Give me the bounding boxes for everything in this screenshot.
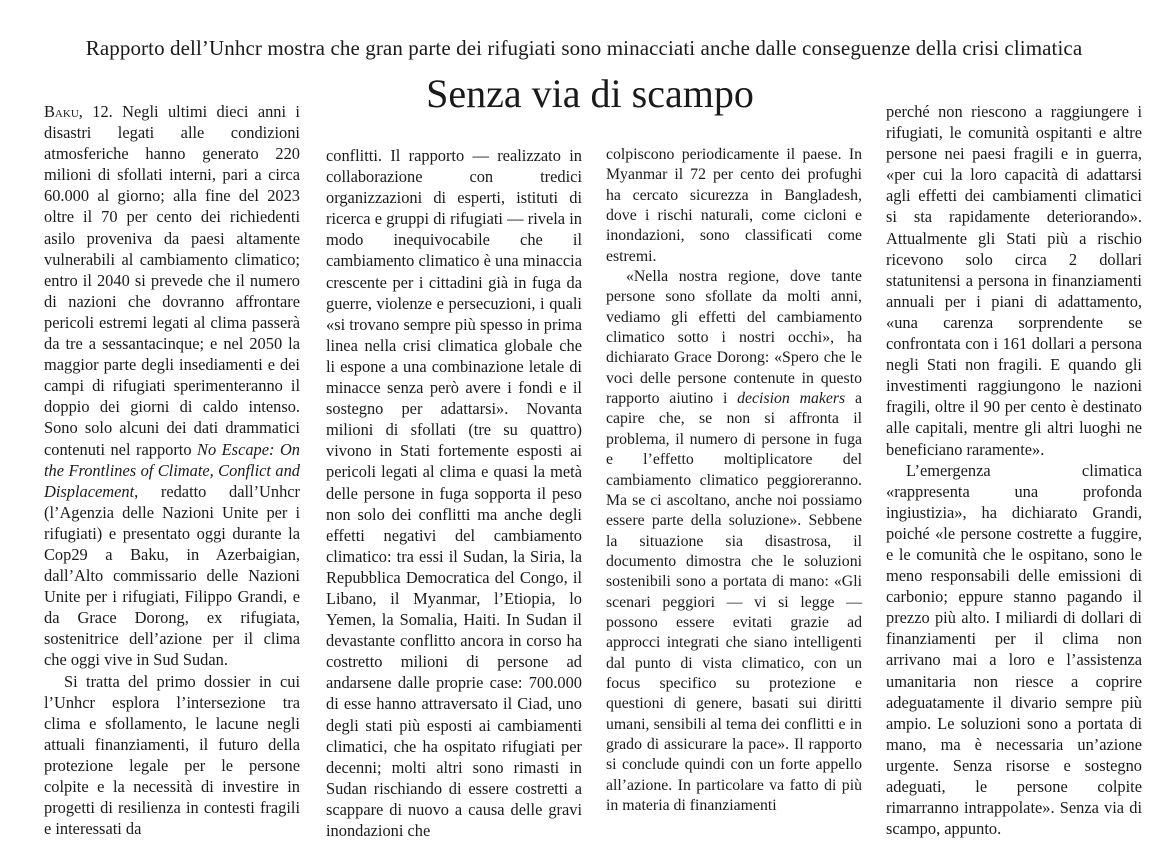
paragraph: L’emergenza climatica «rappresenta una profonda ingiustizia», ha dichiarato Grandi, poiché «le persone costrette a fuggire, e le comunità che le ospitano, sono le meno responsabili delle emissioni di carbonio; eppure stanno pagando il prezzo più alto. I miliardi di dollari di finanziamenti per il clima non arrivano mai a loro e l’assistenza umanitaria non riesce a coprire adeguatamente il divario sempre più ampio. Le soluzioni sono a portata di mano, ma è necessaria un’azione urgente. Senza risorse e sostegno adeguati, le persone colpite rimarranno intrappolate». Senza via di scampo, appunto.: [886, 460, 1142, 839]
article-column-4: [886, 101, 1142, 839]
paragraph: perché non riescono a raggiungere i rifugiati, le comunità ospitanti e altre persone nei paesi fragili e in guerra, «per cui la loro capacità di adattarsi agli effetti dei cambiamenti climatici si sta rapidamente deteriorando». Attualmente gli Stati più a rischio ricevono solo circa 2 dollari statunitensi a persona in finanziamenti annuali per i piani di adattamento, «una carenza sorprendente se confrontata con i 161 dollari a persona negli Stati non fragili. E quando gli investimenti raggiungono le nazioni fragili, oltre il 90 per cento è destinato alle capitali, mentre gli altri luoghi ne beneficiano raramente».: [886, 102, 1142, 459]
article-column-1: [44, 101, 300, 839]
emphasis: decision makers: [737, 390, 846, 408]
article-kicker: Rapporto dell’Unhcr mostra che gran parte dei rifugiati sono minacciati anche dalle conseguenze della crisi climatica: [85, 36, 1083, 60]
paragraph: Baku, 12. Negli ultimi dieci anni i disastri legati alle condizioni atmosferiche hanno generato 220 milioni di sfollati interni, pari a circa 60.000 al giorno; alla fine del 2023 oltre il 70 per cento dei richiedenti asilo proveniva da paesi altamente vulnerabili al cambiamento climatico; entro il 2040 si prevede che il numero di nazioni che dovranno affrontare pericoli estremi legati al clima passerà da tre a sessantacinque; e nel 2050 la maggior parte degli insediamenti e dei campi di rifugiati sperimenteranno il doppio dei giorni di caldo intenso. Sono solo alcuni dei dati drammatici contenuti nel rapporto No Escape: On the Frontlines of Climate, Conflict and Displacement, redatto dall’Unhcr (l’Agenzia delle Nazioni Unite per i rifugiati) e presentato oggi durante la Cop29 a Baku, in Azerbaigian, dall’Alto commissario delle Nazioni Unite per i rifugiati, Filippo Grandi, e da Grace Dorong, ex rifugiata, sostenitrice dell’azione per il clima che oggi vive in Sud Sudan.: [44, 102, 300, 670]
article-column-2: [326, 145, 582, 841]
paragraph: colpiscono periodicamente il paese. In Myanmar il 72 per cento dei profughi ha cercato sicurezza in Bangladesh, dove i rischi naturali, come cicloni e inondazioni, sono classificati come estremi.: [606, 146, 862, 265]
report-title: No Escape: On the Frontlines of Climate, Conflict and Displacement: [44, 439, 300, 501]
paragraph: conflitti. Il rapporto — realizzato in collaborazione con tredici organizzazioni di esperti, istituti di ricerca e gruppi di rifugiati — rivela in modo inequivocabile che il cambiamento climatico è una minaccia crescente per i cittadini già in fuga da guerre, violenze e persecuzioni, i quali «si trovano sempre più spesso in prima linea nella crisi climatica globale che li espone a una combinazione letale di minacce senza però avere i fondi e il sostegno per adattarsi». Novanta milioni di sfollati (tre su quattro) vivono in Stati fortemente esposti ai pericoli legati al clima e quasi la metà delle persone in fuga sopporta il peso non solo dei conflitti ma anche degli effetti negativi del cambiamento climatico: tra essi il Sudan, la Siria, la Repubblica Democratica del Congo, il Libano, il Myanmar, l’Etiopia, lo Yemen, la Somalia, Haiti. In Sudan il devastante conflitto ancora in corso ha costretto milioni di persone ad andarsene dalle proprie case: 700.000 di esse hanno attraversato il Ciad, uno degli stati più esposti ai cambiamenti climatici, che ha ospitato rifugiati per decenni; molti altri sono rimasti in Sudan rischiando di essere costretti a scappare di nuovo a causa delle gravi inondazioni che: [326, 146, 582, 840]
paragraph: Si tratta del primo dossier in cui l’Unhcr esplora l’intersezione tra clima e sfollamento, le lacune negli attuali finanziamenti, il futuro della protezione legale per le persone colpite e la necessità di investire in progetti di resilienza in contesti fragili e interessati da: [44, 671, 300, 839]
paragraph: «Nella nostra regione, dove tante persone sono sfollate da molti anni, vediamo gli effetti del cambiamento climatico sotto i nostri occhi», ha dichiarato Grace Dorong: «Spero che le voci delle persone contenute in questo rapporto aiutino i decision makers a capire che, se non si affronta il problema, il numero di persone in fuga e l’effetto moltiplicatore del cambiamento climatico peggioreranno. Ma se ci ascoltano, anche noi possiamo essere parte della soluzione». Sebbene la situazione sia disastrosa, il documento dimostra che le soluzioni sostenibili sono a portata di mano: «Gli scenari peggiori — vi si legge — possono essere evitati grazie ad approcci integrati che siano intelligenti dal punto di vista climatico, con un focus specifico su protezione e questioni di genere, basati sui diritti umani, sensibili al tema dei conflitti e in grado di assicurare la pace». Il rapporto si conclude quindi con un forte appello all’azione. In particolare va fatto di più in materia di finanziamenti: [606, 268, 863, 814]
article-column-3: [606, 145, 862, 816]
article-headline: Senza via di scampo: [426, 71, 754, 116]
dateline: Baku, 12.: [44, 102, 113, 121]
